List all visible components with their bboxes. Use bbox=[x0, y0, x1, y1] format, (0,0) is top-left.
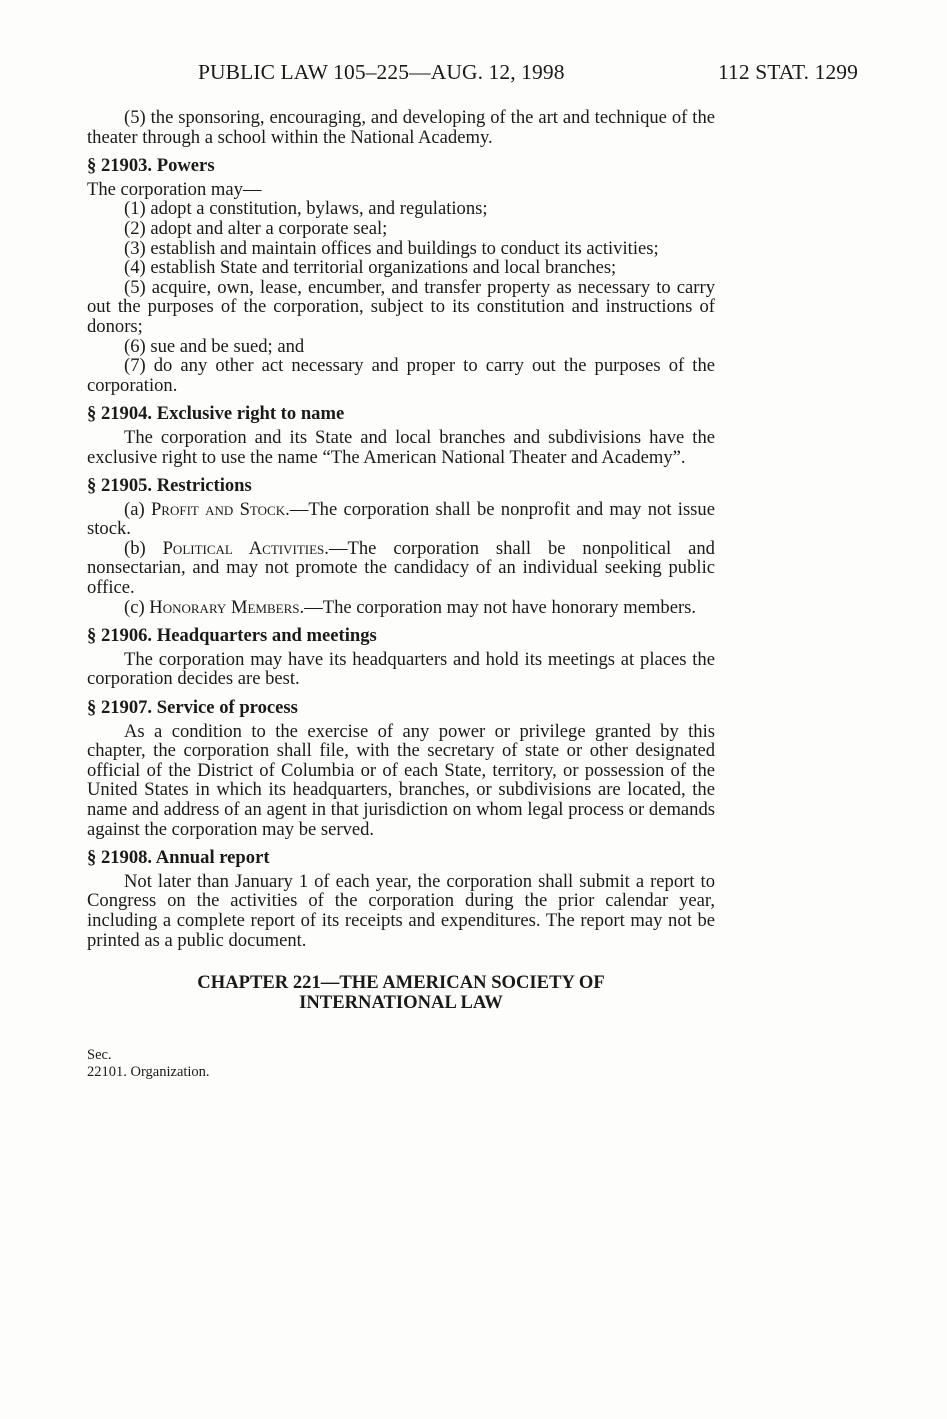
section-table bbox=[87, 1047, 715, 1081]
header-title: PUBLIC LAW 105–225—AUG. 12, 1998 bbox=[198, 60, 565, 84]
section-21904-heading: § 21904. Exclusive right to name bbox=[87, 403, 345, 425]
body-text bbox=[87, 108, 715, 1081]
section-21907-text: As a condition to the exercise of any power or privilege granted by this chapter, the corporation shall file, with the secretary of state or other designated official of the District of Columbia or of each State, territory, or possession of the United States in which its headquarters, branches, or subdivisions are located, the name and address of an agent in that jurisdiction on whom legal process or demands against the corporation may be served. bbox=[87, 720, 715, 840]
powers-item-1: (1) adopt a constitution, bylaws, and regulations; bbox=[124, 198, 488, 220]
powers-item-7: (7) do any other act necessary and proper to carry out the purposes of the corporation. bbox=[87, 355, 715, 396]
running-header bbox=[198, 60, 858, 90]
restriction-a-text: —The corporation shall be nonprofit and may not issue stock. bbox=[87, 498, 715, 540]
section-21904-text: The corporation and its State and local branches and subdivisions have the exclusive right to use the name “The American National Theater and Academy”. bbox=[87, 426, 715, 468]
restriction-c bbox=[87, 598, 715, 618]
powers-item-2: (2) adopt and alter a corporate seal; bbox=[124, 217, 388, 239]
restriction-b-text: —The corporation shall be nonpolitical and nonsectarian, and may not promote the candidacy of an individual seeking public office. bbox=[87, 537, 715, 599]
powers-item-6: (6) sue and be sued; and bbox=[124, 335, 305, 357]
section-21903-heading: § 21903. Powers bbox=[87, 155, 215, 177]
section-21905-heading: § 21905. Restrictions bbox=[87, 475, 252, 497]
restriction-b-caption: Political Activities. bbox=[162, 537, 329, 559]
restriction-a-caption: Profit and Stock. bbox=[150, 498, 290, 520]
section-21906-heading: § 21906. Headquarters and meetings bbox=[87, 625, 377, 647]
restriction-c-text: —The corporation may not have honorary members. bbox=[304, 596, 697, 618]
header-stat-page: 112 STAT. 1299 bbox=[717, 60, 858, 84]
powers-item-5: (5) acquire, own, lease, encumber, and transfer property as necessary to carry out the purposes of the corporation, subject to its constitution and instructions of donors; bbox=[87, 276, 715, 337]
chapter-heading bbox=[87, 973, 715, 1013]
section-21903-lead: The corporation may— bbox=[87, 178, 262, 200]
restriction-a bbox=[87, 500, 715, 539]
powers-item-3: (3) establish and maintain offices and buildings to conduct its activities; bbox=[124, 237, 659, 259]
chapter-heading-line-2: INTERNATIONAL LAW bbox=[299, 992, 503, 1014]
section-21908-text: Not later than January 1 of each year, the corporation shall submit a report to Congress on the activities of the corporation during the prior calendar year, including a complete report of its receipts and expenditures. The report may not be printed as a public document. bbox=[87, 870, 715, 951]
section-21907-heading: § 21907. Service of process bbox=[87, 697, 298, 719]
section-table-label: Sec. bbox=[87, 1047, 112, 1064]
restriction-c-label: (c) bbox=[124, 596, 150, 618]
restriction-b-label: (b) bbox=[124, 537, 163, 559]
restriction-b bbox=[87, 539, 715, 598]
chapter-heading-line-1: CHAPTER 221—THE AMERICAN SOCIETY OF bbox=[197, 972, 605, 994]
restriction-a-label: (a) bbox=[124, 498, 151, 520]
section-21908-heading: § 21908. Annual report bbox=[87, 847, 270, 869]
powers-item-4: (4) establish State and territorial organizations and local branches; bbox=[124, 257, 617, 279]
section-21906-text: The corporation may have its headquarters and hold its meetings at places the corporation decides are best. bbox=[87, 648, 715, 690]
intro-item-5: (5) the sponsoring, encouraging, and developing of the art and technique of the theater through a school within the National Academy. bbox=[87, 107, 715, 148]
section-table-entry: 22101. Organization. bbox=[87, 1064, 210, 1081]
restriction-c-caption: Honorary Members. bbox=[149, 596, 305, 618]
